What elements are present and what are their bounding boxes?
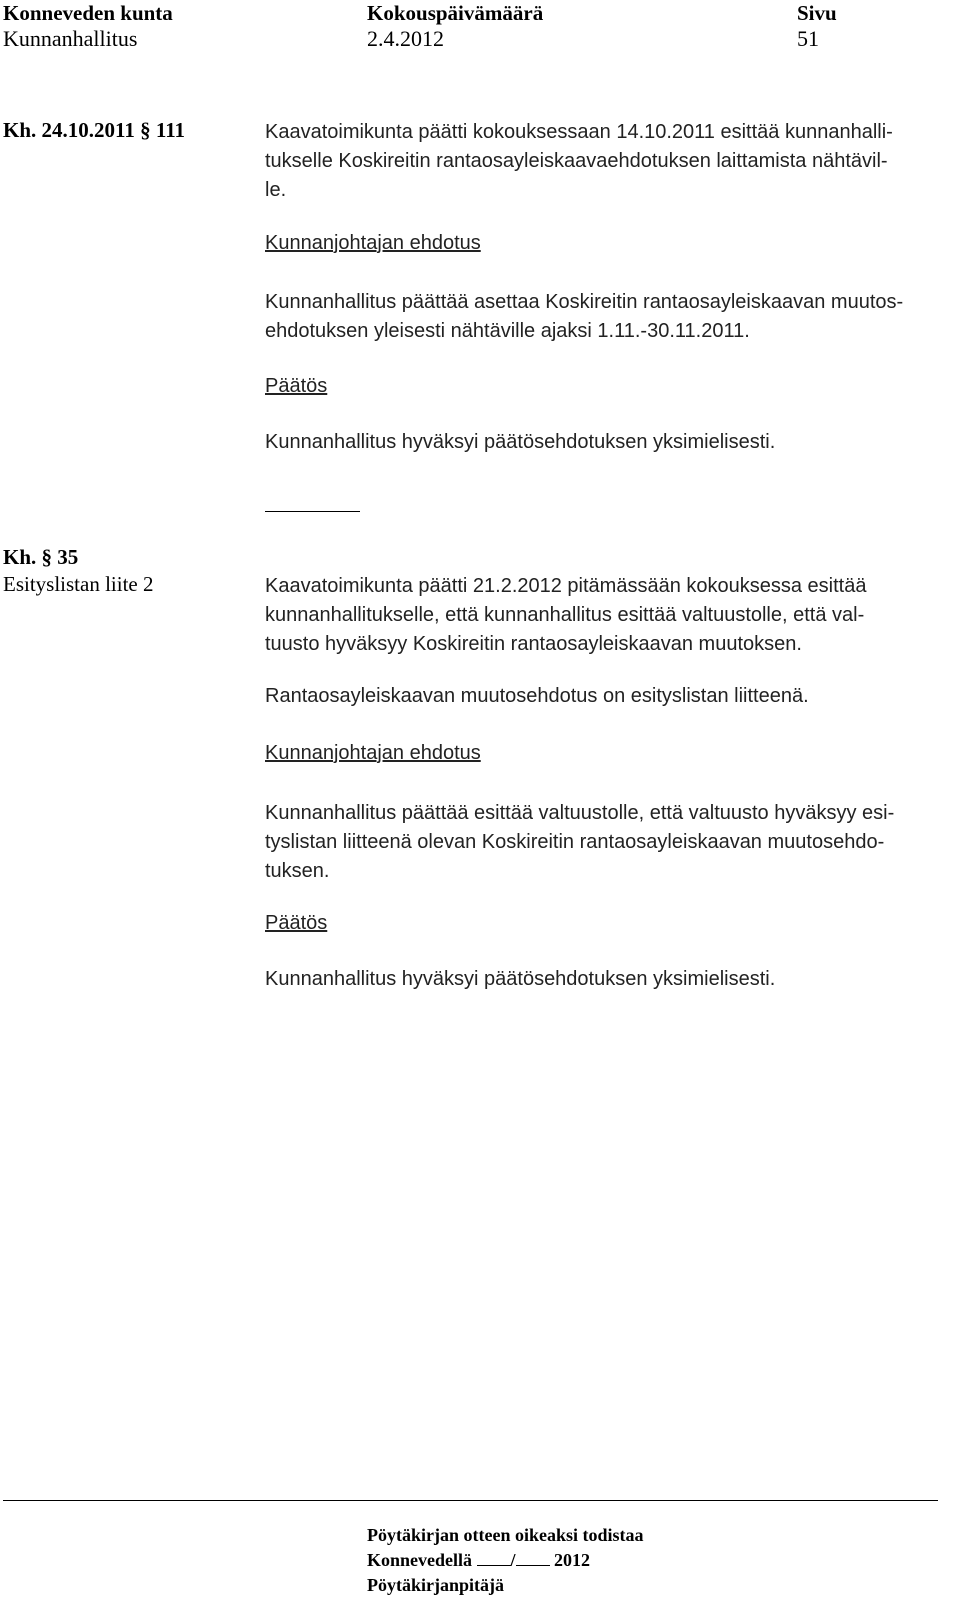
day-blank — [477, 1551, 511, 1566]
body-line: kunnanhallitukselle, että kunnanhallitus esittää valtuustolle, että val- — [265, 604, 865, 626]
body-line: tukselle Koskireitin rantaosayleiskaavaehdotuksen laittamista nähtävil- — [265, 150, 888, 172]
attachment-note: Rantaosayleiskaavan muutosehdotus on esityslistan liitteenä. — [265, 685, 809, 707]
date-label: Kokouspäivämäärä — [367, 1, 544, 25]
page-label: Sivu — [797, 1, 837, 25]
footer-rule — [3, 1500, 938, 1501]
proposal-line: Kunnanhallitus päättää esittää valtuustolle, että valtuusto hyväksyy esi- — [265, 802, 895, 824]
signer-title: Pöytäkirjanpitäjä — [367, 1575, 504, 1595]
proposal-heading: Kunnanjohtajan ehdotus — [265, 232, 481, 254]
signature-place-date — [367, 1550, 590, 1571]
separator-line — [265, 511, 360, 512]
proposal-text — [265, 799, 894, 886]
meeting-date: 2.4.2012 — [367, 26, 444, 51]
body-line: le. — [265, 179, 287, 201]
decision-text: Kunnanhallitus hyväksyi päätösehdotuksen yksimielisesti. — [265, 968, 776, 990]
proposal-heading: Kunnanjohtajan ehdotus — [265, 742, 481, 764]
body-line: Kaavatoimikunta päätti 21.2.2012 pitämässään kokouksessa esittää — [265, 575, 867, 597]
section-body — [265, 572, 938, 659]
body-line: Kaavatoimikunta päätti kokouksessaan 14.10.2011 esittää kunnanhalli- — [265, 121, 893, 143]
section-body — [265, 118, 893, 205]
page-number: 51 — [797, 26, 819, 51]
proposal-line: Kunnanhallitus päättää asettaa Koskireitin rantaosayleiskaavan muutos- — [265, 291, 904, 313]
month-blank — [516, 1551, 550, 1566]
proposal-line: tuksen. — [265, 860, 330, 882]
signature-year: 2012 — [554, 1550, 591, 1570]
section-reference: Kh. 24.10.2011 § 111 — [3, 118, 186, 142]
decision-heading: Päätös — [265, 912, 328, 934]
organization-name: Konneveden kunta — [3, 1, 173, 25]
proposal-text — [265, 288, 903, 346]
proposal-line: ehdotuksen yleisesti nähtäville ajaksi 1.11.-30.11.2011. — [265, 320, 750, 342]
body-line: tuusto hyväksyy Koskireitin rantaosayleiskaavan muutoksen. — [265, 633, 802, 655]
place-name: Konnevedellä — [367, 1550, 473, 1570]
board-name: Kunnanhallitus — [3, 26, 138, 51]
decision-heading: Päätös — [265, 375, 328, 397]
date-separator: / — [510, 1550, 516, 1570]
section-reference: Kh. § 35 — [3, 545, 79, 569]
decision-text: Kunnanhallitus hyväksyi päätösehdotuksen yksimielisesti. — [265, 431, 776, 453]
certification-text: Pöytäkirjan otteen oikeaksi todistaa — [367, 1525, 644, 1545]
proposal-line: tyslistan liitteenä olevan Koskireitin rantaosayleiskaavan muutosehdo- — [265, 831, 885, 853]
attachment-label: Esityslistan liite 2 — [3, 572, 154, 596]
